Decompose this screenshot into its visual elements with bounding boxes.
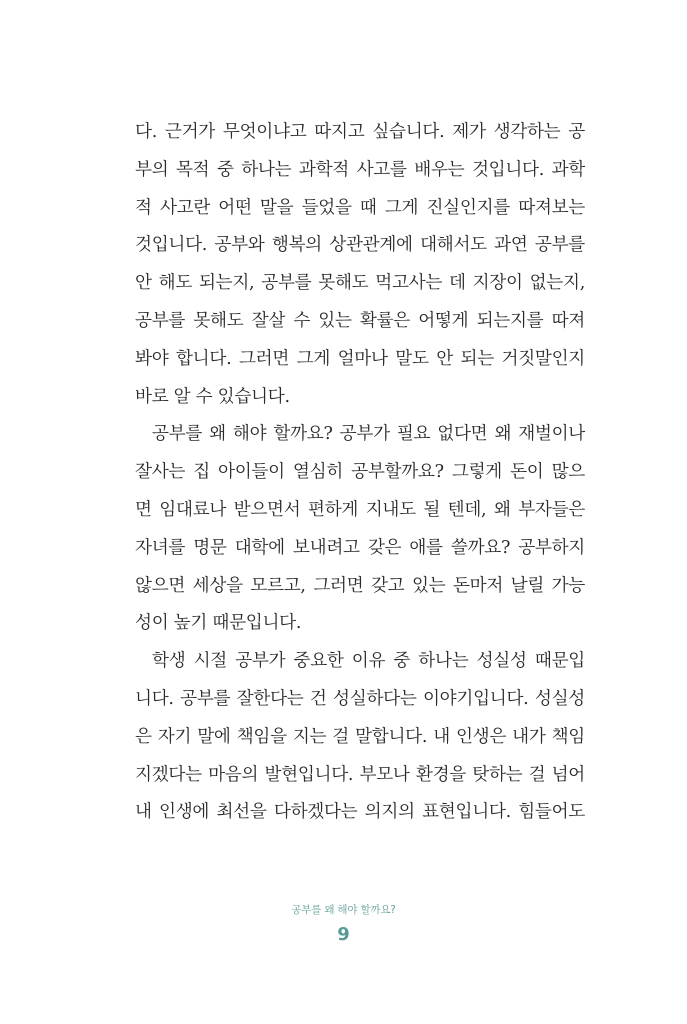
text-line: 잘사는 집 아이들이 열심히 공부할까요? 그렇게 돈이 많으 <box>135 462 585 483</box>
text-line: 니다. 공부를 잘한다는 건 성실하다는 이야기입니다. 성실성 <box>135 688 585 709</box>
text-line: 학생 시절 공부가 중요한 이유 중 하나는 성실성 때문입 <box>152 651 585 672</box>
text-line: 공부를 못해도 잘살 수 있는 확률은 어떻게 되는지를 따져 <box>135 310 585 331</box>
text-line: 은 자기 말에 책임을 지는 걸 말합니다. 내 인생은 내가 책임 <box>135 726 585 747</box>
text-line: 적 사고란 어떤 말을 들었을 때 그게 진실인지를 따져보는 <box>135 197 585 218</box>
text-line: 부의 목적 중 하나는 과학적 사고를 배우는 것입니다. 과학 <box>135 159 585 180</box>
page-number: 9 <box>337 924 350 945</box>
text-line: 지겠다는 마음의 발현입니다. 부모나 환경을 탓하는 걸 넘어 <box>135 764 585 785</box>
text-line: 바로 알 수 있습니다. <box>135 386 290 407</box>
running-title: 공부를 왜 해야 할까요? <box>291 904 396 916</box>
text-line: 것입니다. 공부와 행복의 상관관계에 대해서도 과연 공부를 <box>135 235 585 256</box>
text-line: 안 해도 되는지, 공부를 못해도 먹고사는 데 지장이 없는지, <box>135 273 585 294</box>
text-line: 봐야 합니다. 그러면 그게 얼마나 말도 안 되는 거짓말인지 <box>135 348 585 369</box>
text-line: 공부를 왜 해야 할까요? 공부가 필요 없다면 왜 재벌이나 <box>152 424 585 445</box>
text-line: 내 인생에 최선을 다하겠다는 의지의 표현입니다. 힘들어도 <box>135 802 585 823</box>
text-line: 면 임대료나 받으면서 편하게 지내도 될 텐데, 왜 부자들은 <box>135 499 585 520</box>
body-text <box>135 114 585 832</box>
text-line: 자녀를 명문 대학에 보내려고 갖은 애를 쓸까요? 공부하지 <box>135 537 585 558</box>
text-line: 다. 근거가 무엇이냐고 따지고 싶습니다. 제가 생각하는 공 <box>135 122 585 142</box>
text-line: 성이 높기 때문입니다. <box>135 613 302 634</box>
text-line: 않으면 세상을 모르고, 그러면 갖고 있는 돈마저 날릴 가능 <box>135 575 585 596</box>
